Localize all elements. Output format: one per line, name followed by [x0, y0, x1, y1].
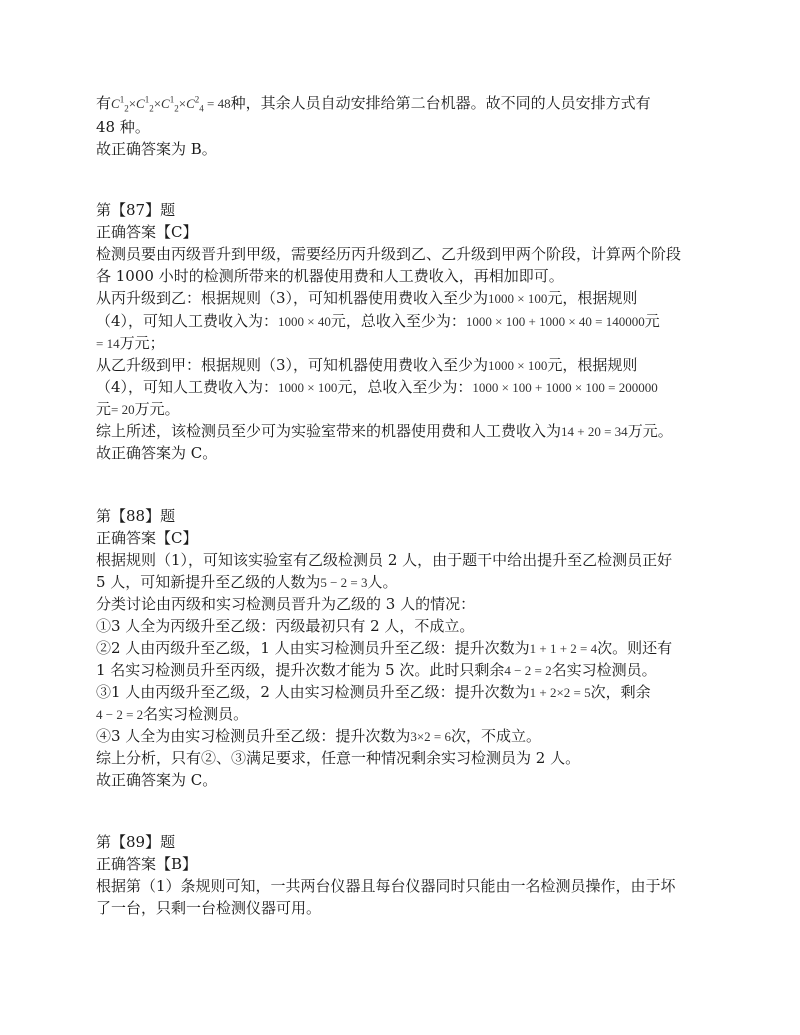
formula: 3×2 = 6	[410, 729, 451, 744]
text: 人。	[367, 573, 398, 591]
text: 1 名实习检测员升至丙级，提升次数才能为 5 次。此时只剩余	[96, 661, 505, 679]
formula: 14 + 20 = 34	[561, 424, 628, 439]
formula: 1 + 1 + 2 = 4	[529, 641, 598, 656]
paragraph	[96, 703, 248, 726]
text: 种，其余人员自动安排给第二台机器。故不同的人员安排方式有	[230, 94, 651, 112]
formula: 1000 × 100 + 1000 × 100 = 200000	[472, 380, 658, 395]
text: 元，总收入至少为：	[337, 378, 473, 396]
paragraph	[96, 332, 165, 355]
formula: = 14	[96, 336, 120, 351]
formula: 1000 × 40	[278, 314, 331, 329]
text: 综上所述，该检测员至少可为实验室带来的机器使用费和人工费收入为	[96, 422, 562, 440]
formula: 5 − 2 = 3	[320, 575, 368, 590]
text: ④3 人全为由实习检测员升至乙级：提升次数为	[96, 727, 411, 745]
paragraph: 根据规则（1），可知该实验室有乙级检测员 2 人，由于题干中给出提升至乙检测员正好	[96, 551, 673, 569]
combination-formula: $C^1_2\times C^1_2\times C^1_2\times C^2_4 = 48$	[111, 94, 231, 114]
text: 次，不成立。	[451, 727, 542, 745]
formula: 1000 × 100 + 1000 × 40 = 140000	[465, 314, 645, 329]
paragraph: 了一台，只剩一台检测仪器可用。	[96, 899, 322, 917]
paragraph: 综上分析，只有②、③满足要求，任意一种情况剩余实习检测员为 2 人。	[96, 749, 581, 767]
text: 元，根据规则	[547, 289, 638, 307]
case-item	[96, 637, 672, 660]
text: 名实习检测员。	[551, 661, 657, 679]
text: 万元。	[627, 422, 673, 440]
text: 元	[644, 312, 660, 330]
paragraph	[96, 659, 657, 682]
text: 5 人，可知新提升至乙级的人数为	[96, 573, 321, 591]
formula: 1000 × 100	[488, 358, 548, 373]
paragraph: 分类讨论由丙级和实习检测员晋升为乙级的 3 人的情况：	[96, 595, 476, 613]
correct-answer-88: 正确答案【C】	[96, 529, 198, 547]
text: 从丙升级到乙：根据规则（3），可知机器使用费收入至少为	[96, 289, 489, 307]
text: （4），可知人工费收入为：	[96, 378, 279, 396]
paragraph	[96, 398, 180, 421]
text: （4），可知人工费收入为：	[96, 312, 279, 330]
text: 万元。	[134, 400, 180, 418]
formula: 1000 × 100	[488, 291, 548, 306]
text: 元，根据规则	[547, 356, 638, 374]
text: 元，总收入至少为：	[330, 312, 466, 330]
paragraph	[96, 420, 673, 443]
text-line: 48 种。	[96, 118, 150, 136]
paragraph	[96, 376, 658, 399]
formula: 1 + 2×2 = 5	[529, 685, 591, 700]
question-header-89: 第【89】题	[96, 833, 176, 851]
correct-answer-87: 正确答案【C】	[96, 223, 198, 241]
paragraph: 根据第（1）条规则可知，一共两台仪器且每台仪器同时只能由一名检测员操作，由于坏	[96, 877, 676, 895]
case-item: ①3 人全为丙级升至乙级：丙级最初只有 2 人，不成立。	[96, 617, 475, 635]
text: 名实习检测员。	[143, 705, 249, 723]
text: 次，剩余	[590, 683, 651, 701]
paragraph	[96, 571, 398, 594]
formula: 4 − 2 = 2	[96, 707, 144, 722]
case-item	[96, 725, 541, 748]
text: ②2 人由丙级升至乙级，1 人由实习检测员升至乙级：提升次数为	[96, 639, 530, 657]
paragraph: 各 1000 小时的检测所带来的机器使用费和人工费收入，再相加即可。	[96, 267, 564, 285]
text: 万元；	[119, 334, 165, 352]
text: ③1 人由丙级升至乙级，2 人由实习检测员升至乙级：提升次数为	[96, 683, 530, 701]
question-header-88: 第【88】题	[96, 507, 176, 525]
answer-conclusion: 故正确答案为 C。	[96, 444, 218, 462]
paragraph	[96, 287, 637, 310]
paragraph	[96, 310, 660, 333]
paragraph	[96, 354, 637, 377]
text: 次。则还有	[597, 639, 673, 657]
answer-conclusion: 故正确答案为 B。	[96, 140, 217, 158]
text: 从乙升级到甲：根据规则（3），可知机器使用费收入至少为	[96, 356, 489, 374]
paragraph: 检测员要由丙级晋升到甲级，需要经历丙升级到乙、乙升级到甲两个阶段，计算两个阶段	[96, 245, 682, 263]
answer-conclusion: 故正确答案为 C。	[96, 771, 218, 789]
text: 元	[96, 400, 112, 418]
formula: = 20	[111, 402, 135, 417]
formula: 1000 × 100	[278, 380, 338, 395]
combination-line	[96, 92, 651, 115]
case-item	[96, 681, 651, 704]
text: 有	[96, 94, 112, 112]
formula: 4 − 2 = 2	[504, 663, 552, 678]
correct-answer-89: 正确答案【B】	[96, 855, 198, 873]
question-header-87: 第【87】题	[96, 201, 176, 219]
